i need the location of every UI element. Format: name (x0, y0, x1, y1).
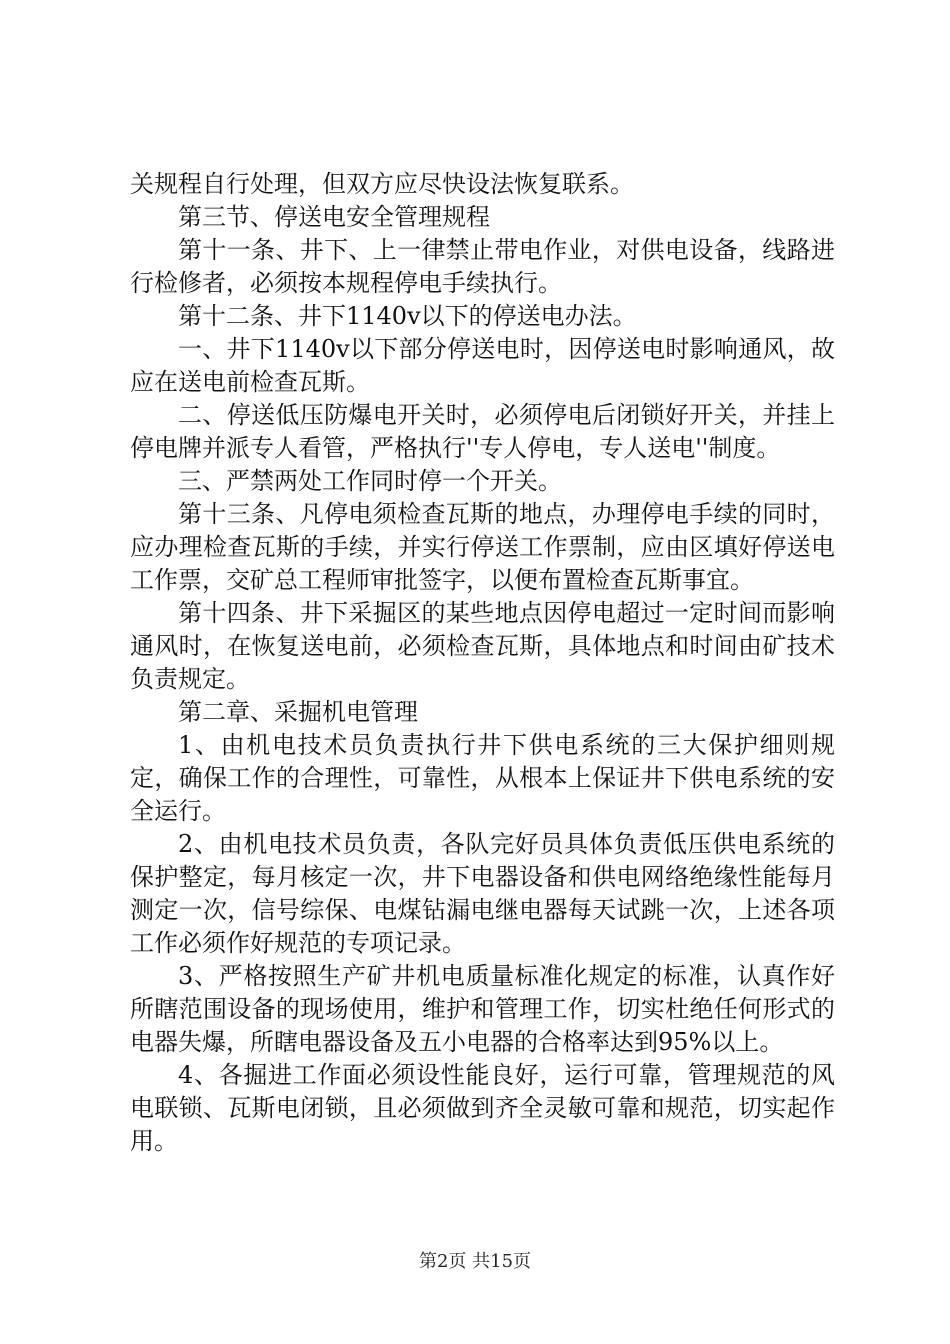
paragraph: 第三节、停送电安全管理规程 (178, 203, 490, 231)
paragraph: 第十三条、凡停电须检查瓦斯的地点，办理停电手续的同时，应办理检查瓦斯的手续，并实行停送工作票制，应由区填好停送电工作票，交矿总工程师审批签字，以便布置检查瓦斯事宜。 (130, 500, 835, 594)
paragraph: 一、井下1140v以下部分停送电时，因停送电时影响通风，故应在送电前检查瓦斯。 (130, 335, 835, 396)
paragraph: 第十二条、井下1140v以下的停送电办法。 (178, 302, 637, 330)
paragraph: 二、停送低压防爆电开关时，必须停电后闭锁好开关，并挂上停电牌并派专人看管，严格执行''专人停电，专人送电''制度。 (130, 401, 835, 462)
paragraph: 1、由机电技术员负责执行井下供电系统的三大保护细则规定，确保工作的合理性，可靠性，从根本上保证井下供电系统的安全运行。 (130, 731, 835, 825)
page-footer: 第2页 共15页 (418, 1251, 532, 1272)
paragraph: 第十四条、井下采掘区的某些地点因停电超过一定时间而影响通风时，在恢复送电前，必须检查瓦斯，具体地点和时间由矿技术负责规定。 (130, 599, 835, 693)
paragraph: 第十一条、井下、上一律禁止带电作业，对供电设备，线路进行检修者，必须按本规程停电手续执行。 (130, 236, 835, 297)
paragraph: 第二章、采掘机电管理 (178, 698, 418, 726)
paragraph: 4、各掘进工作面必须设性能良好，运行可靠，管理规范的风电联锁、瓦斯电闭锁，且必须做到齐全灵敏可靠和规范，切实起作用。 (130, 1061, 835, 1155)
document-body (130, 168, 835, 1158)
paragraph: 2、由机电技术员负责，各队完好员具体负责低压供电系统的保护整定，每月核定一次，井下电器设备和供电网络绝缘性能每月测定一次，信号综保、电煤钻漏电继电器每天试跳一次，上述各项工作必须作好规范的专项记录。 (130, 830, 835, 957)
paragraph: 关规程自行处理，但双方应尽快设法恢复联系。 (130, 170, 634, 198)
paragraph: 3、严格按照生产矿井机电质量标准化规定的标准，认真作好所瞎范围设备的现场使用，维护和管理工作，切实杜绝任何形式的电器失爆，所瞎电器设备及五小电器的合格率达到95%以上。 (130, 962, 835, 1056)
paragraph: 三、严禁两处工作同时停一个开关。 (178, 467, 562, 495)
